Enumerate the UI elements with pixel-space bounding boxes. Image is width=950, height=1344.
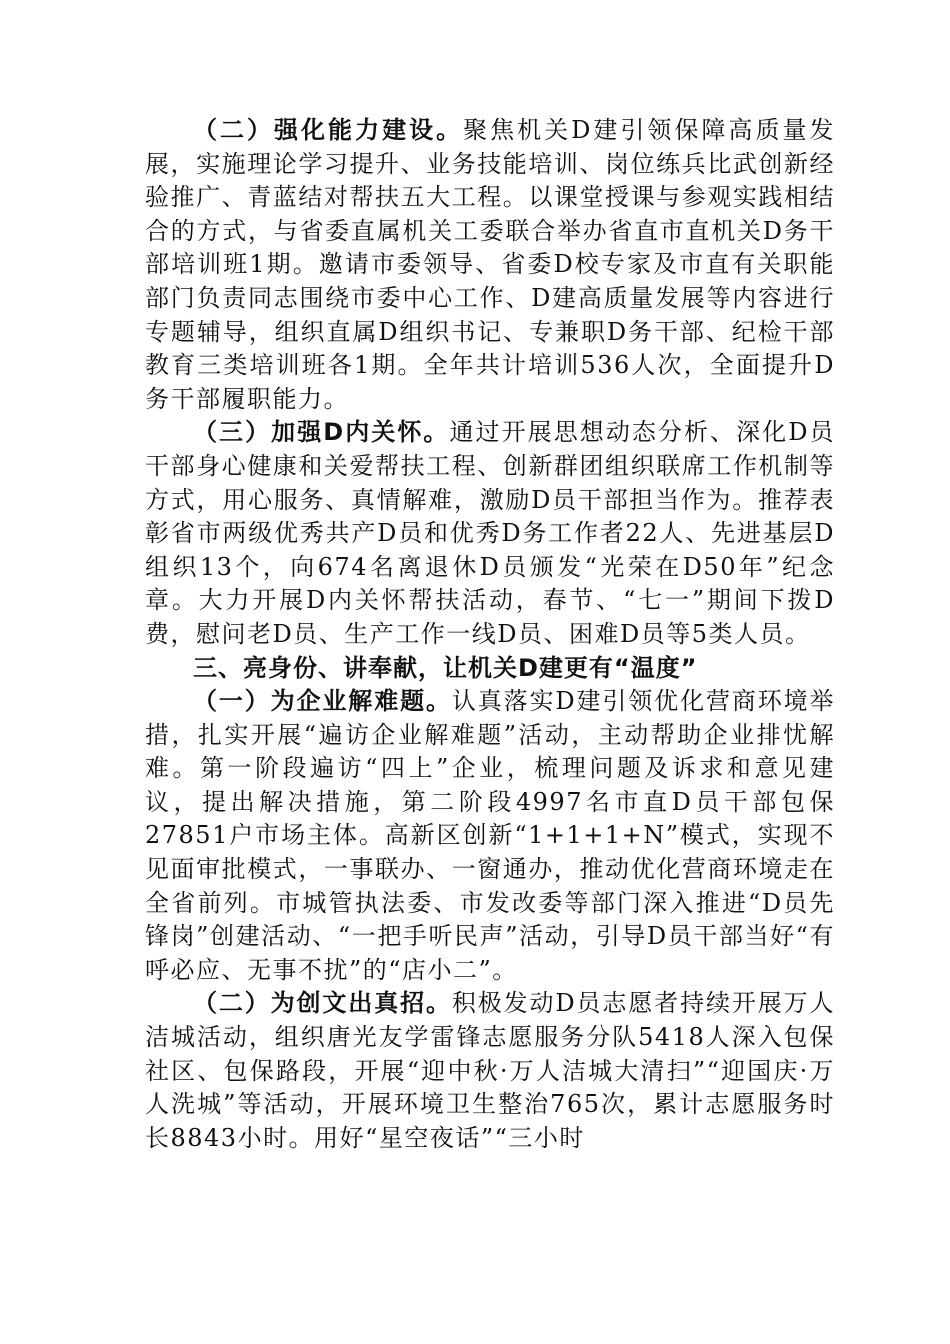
paragraph-party-care <box>145 416 835 651</box>
paragraph-lead: （二）为创文出真招。 <box>193 989 452 1018</box>
paragraph-capacity-building <box>145 114 835 416</box>
paragraph-body: 积极发动D员志愿者持续开展万人洁城活动，组织唐光友学雷锋志愿服务分队5418人深入包保社区、包保路段，开展“迎中秋·万人洁城大清扫”“迎国庆·万人洗城”等活动，开展环境卫生整治765次，累计志愿服务时长8843小时。用好“星空夜话”“三小时 <box>145 989 835 1152</box>
paragraph-lead: （二）强化能力建设。 <box>193 116 464 144</box>
paragraph-body: 聚焦机关D建引领保障高质量发展，实施理论学习提升、业务技能培训、岗位练兵比武创新经验推广、青蓝结对帮扶五大工程。以课堂授课与参观实践相结合的方式，与省委直属机关工委联合举办省直市直机关D务干部培训班1期。邀请市委领导、省委D校专家及市直有关职能部门负责同志围绕市委中心工作、D建高质量发展等内容进行专题辅导，组织直属D组织书记、专兼职D务干部、纪检干部教育三类培训班各1期。全年共计培训536人次，全面提升D务干部履职能力。 <box>145 116 835 413</box>
paragraph-enterprise-support <box>145 685 835 987</box>
paragraph-body: 通过开展思想动态分析、深化D员干部身心健康和关爱帮扶工程、创新群团组织联席工作机制等方式，用心服务、真情解难，激励D员干部担当作为。推荐表彰省市两级优秀共产D员和优秀D务工作者22人、先进基层D组织13个，向674名离退休D员颁发“光荣在D50年”纪念章。大力开展D内关怀帮扶活动，春节、“七一”期间下拨D费，慰问老D员、生产工作一线D员、困难D员等5类人员。 <box>145 418 836 648</box>
section-heading: 三、亮身份、讲奉献，让机关D建更有“温度” <box>193 653 698 682</box>
paragraph-body: 认真落实D建引领优化营商环境举措，扎实开展“遍访企业解难题”活动，主动帮助企业排忧解难。第一阶段遍访“四上”企业，梳理问题及诉求和意见建议，提出解决措施，第二阶段4997名市直D员干部包保27851户市场主体。高新区创新“1+1+1+N”模式，实现不见面审批模式，一事联办、一窗通办，推动优化营商环境走在全省前列。市城管执法委、市发改委等部门深入推进“D员先锋岗”创建活动、“一把手听民声”活动，引导D员干部当好“有呼必应、无事不扰”的“店小二”。 <box>145 687 835 984</box>
paragraph-lead: （一）为企业解难题。 <box>193 687 452 716</box>
paragraph-lead: （三）加强D内关怀。 <box>193 418 450 447</box>
document-page <box>145 114 835 1155</box>
paragraph-civilization-campaign <box>145 987 835 1155</box>
